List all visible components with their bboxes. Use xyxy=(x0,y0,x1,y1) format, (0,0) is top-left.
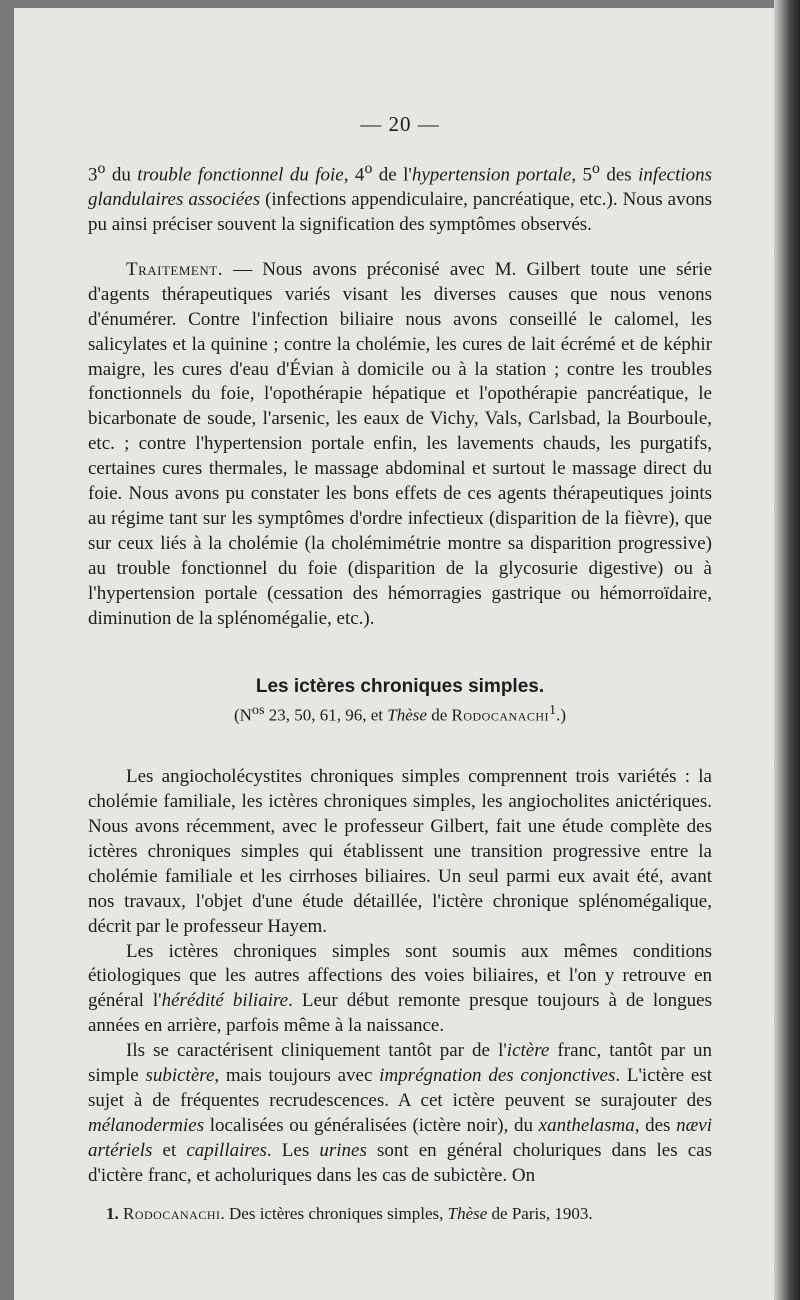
section-references xyxy=(88,698,712,728)
text: localisées ou généralisées (ictère noir), du xyxy=(204,1114,539,1136)
text: sont en général choluriques dans les cas d'ictère franc, et acholuriques dans les cas de subictère. On xyxy=(88,1139,712,1186)
superscript: os xyxy=(251,701,265,718)
italic-text: Thèse xyxy=(387,705,427,725)
text: . Les xyxy=(266,1139,320,1161)
superscript: o xyxy=(364,159,373,177)
italic-text: subictère xyxy=(145,1065,215,1087)
paragraph-1 xyxy=(88,157,712,238)
text: de Paris, 1903. xyxy=(487,1203,593,1223)
text: Ils se caractérisent cliniquement tantôt par de l' xyxy=(126,1040,507,1062)
italic-text: xanthelasma xyxy=(538,1114,635,1136)
text: 23, 50, 61, 96, et xyxy=(264,705,388,725)
text: des xyxy=(599,164,639,186)
page-edge-shadow xyxy=(774,0,800,1300)
paragraph-label: Traitement. xyxy=(126,258,223,280)
text: du xyxy=(105,164,138,186)
text: franc, tantôt par un simple xyxy=(88,1040,712,1087)
paragraph-4 xyxy=(88,940,712,1040)
text: , 5 xyxy=(571,164,593,186)
italic-text: mélanodermies xyxy=(88,1114,205,1136)
footnote xyxy=(88,1203,712,1225)
text: et xyxy=(152,1139,187,1161)
text: Les ictères chroniques simples sont soumis aux mêmes conditions étiologiques que les autres affections des voies biliaires, et l'on y retrouve en général l' xyxy=(88,940,712,1012)
text: — Nous avons préconisé avec M. Gilbert toute une série d'agents thérapeutiques variés visant les diverses causes que nous venons d'énumérer. Contre l'infection biliaire nous avons conseillé le calomel, les salicylates et la quinine ; contre la cholémie, les cures de lait écrémé et de képhir maigre, les cures d'eau d'Évian à domicile ou à la station ; contre les troubles fonctionnels du foie, l'opothérapie hépatique et l'opothérapie pancréatique, le bicarbonate de soude, l'arsenic, les eaux de Vichy, Vals, Carlsbad, la Bourboule, etc. ; contre l'hypertension portale enfin, les lavements chauds, les purgatifs, certaines cures thermales, le massage abdominal et surtout le massage direct du foie. Nous avons pu constater les bons effets de ces agents thérapeutiques joints au régime tant sur les symptômes d'ordre infectieux (disparition de la fièvre), que sur ceux liés à la cholémie (la cholémimétrie montre sa disparition progressive) au trouble fonctionnel du foie (disparition de la glycosurie digestive) ou à l'hypertension portale (cessation des hémorragies gastrique ou hémorroïdaire, diminution de la splénomégalie, etc.). xyxy=(88,258,712,629)
author-name: Rodocanachi xyxy=(451,705,550,725)
text: 3 xyxy=(88,164,98,186)
text: , mais toujours avec xyxy=(214,1065,380,1087)
italic-text: imprégnation des conjonctives xyxy=(379,1065,616,1087)
text: (N xyxy=(233,705,252,725)
text: , des xyxy=(634,1114,677,1136)
text: . Leur début remonte presque toujours à de longues années en arrière, parfois même à la naissance. xyxy=(88,990,713,1037)
text: . Des ictères chroniques simples, xyxy=(220,1203,448,1223)
italic-text: capillaires xyxy=(186,1139,267,1161)
italic-text: hypertension portale xyxy=(411,164,572,186)
text: .) xyxy=(556,705,567,725)
section-heading: Les ictères chroniques simples. xyxy=(255,675,545,697)
page-number: — 20 — xyxy=(360,112,440,136)
footnote-number: 1. xyxy=(106,1203,119,1223)
italic-text: nævi artériels xyxy=(88,1114,713,1161)
italic-text: trouble fonctionnel du foie xyxy=(137,164,344,186)
italic-text: Thèse xyxy=(447,1203,488,1223)
paragraph-traitement xyxy=(88,258,712,632)
paragraph-5 xyxy=(88,1039,712,1188)
footnote-marker: 1 xyxy=(549,701,557,718)
page-text xyxy=(88,100,712,1225)
paragraph-3: Les angiocholécystites chroniques simples comprennent trois variétés : la cholémie familiale, les ictères chroniques simples, les angiocholites anictériques. Nous avons récemment, avec le professeur Gilbert, fait une étude complète des ictères chroniques simples qui établissent une transition progressive entre la cholémie familiale et les cirrhoses biliaires. Un seul parmi eux avait été, avant nos travaux, l'objet d'une étude détaillée, l'ictère chronique splénomégalique, décrit par le professeur Hayem. xyxy=(88,766,712,937)
italic-text: urines xyxy=(319,1139,367,1161)
superscript: o xyxy=(592,159,600,177)
text: , 4 xyxy=(343,164,365,186)
text: . L'ictère est sujet à de fréquentes recrudescences. A cet ictère peuvent se surajouter des xyxy=(88,1065,712,1111)
text: (infections appendiculaire, pancréatique, etc.). Nous avons pu ainsi préciser souvent la signification des symptômes observés. xyxy=(88,189,712,236)
superscript: o xyxy=(97,159,106,177)
italic-text: infections glandulaires associées xyxy=(88,164,713,211)
italic-text: hérédité biliaire xyxy=(161,990,289,1012)
text: de l' xyxy=(372,164,412,186)
author-name: Rodocanachi xyxy=(123,1203,221,1223)
text: de xyxy=(426,705,452,725)
italic-text: ictère xyxy=(506,1040,550,1062)
